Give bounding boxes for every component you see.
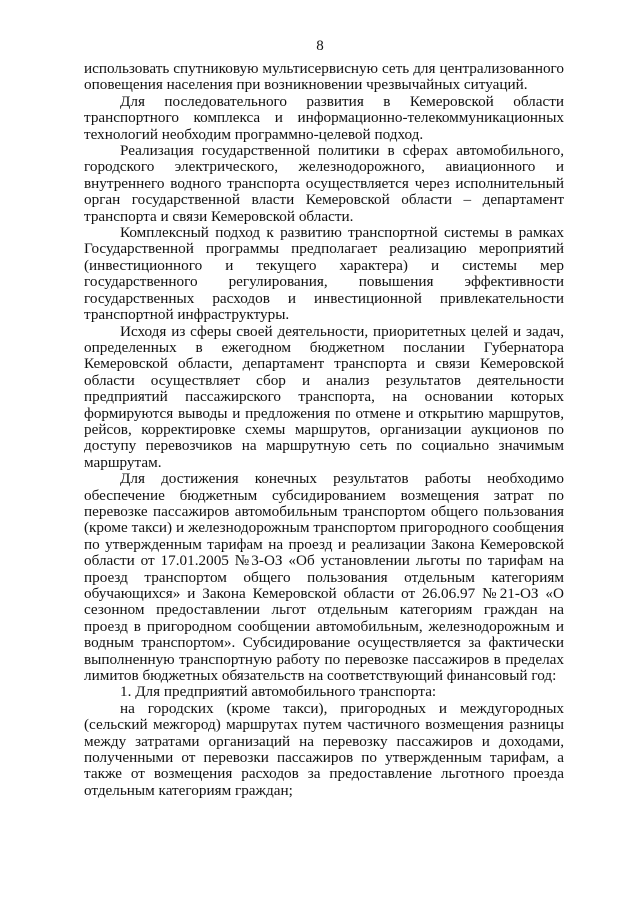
paragraph-warning-system: использовать спутниковую мультисервисную сеть для централизованного оповещения населения при возникновении чрезвычайных ситуаций. <box>84 60 564 94</box>
paragraph-list-item-1: 1. Для предприятий автомобильного транспорта: <box>120 683 437 701</box>
paragraph-urban-routes: на городских (кроме такси), пригородных и междугородных (сельский межгород) маршрутах путем частичного возмещения разницы между затратами организаций на перевозку пассажиров и доходами, полученными от перевозки пассажиров по утвержденным тарифам, а также от возмещения расходов за предоставление льготного проезда отдельным категориям граждан; <box>84 699 564 799</box>
page-number: 8 <box>316 38 324 54</box>
paragraph-department-activity: Исходя из сферы своей деятельности, приоритетных целей и задач, определенных в ежегодном бюджетном послании Губернатора Кемеровской области, департамент транспорта и связи Кемеровской области осуществляет сбор и анализ результатов деятельности предприятий пассажирского транспорта, на основании которых формируются выводы и предложения по отмене и открытию маршрутов, рейсов, корректировке схемы маршрутов, организации аукционов по доступу перевозчиков на маршрутную сеть по социально значимым маршрутам. <box>84 322 564 471</box>
paragraph-state-policy: Реализация государственной политики в сферах автомобильного, городского электрического, железнодорожного, авиационного и внутреннего водного транспорта осуществляется через исполнительный орган государственной власти Кемеровской области – департамент транспорта и связи Кемеровской области. <box>84 142 564 225</box>
paragraph-complex-approach: Комплексный подход к развитию транспортной системы в рамках Государственной программы предполагает реализацию мероприятий (инвестиционного и текущего характера) и системы мер государственного регулирования, повышения эффективности государственных расходов и инвестиционной привлекательности транспортной инфраструктуры. <box>84 224 564 324</box>
paragraph-program-approach: Для последовательного развития в Кемеровской области транспортного комплекса и информационно-телекоммуникационных технологий необходим программно-целевой подход. <box>84 92 564 143</box>
paragraph-subsidies: Для достижения конечных результатов работы необходимо обеспечение бюджетным субсидированием возмещения затрат по перевозке пассажиров автомобильным транспортом общего пользования (кроме такси) и железнодорожным транспортом пригородного сообщения по утвержденным тарифам на проезд и реализации Закона Кемеровской области от 17.01.2005 №3-ОЗ «Об установлении льготы по тарифам на проезд транспортом общего пользования отдельным категориям обучающихся» и Закона Кемеровской области от 26.06.97 №21-ОЗ «О сезонном предоставлении льгот отдельным категориям граждан на проезд в пригородном сообщении автомобильным, железнодорожным и водным транспортом». Субсидирование осуществляется за фактически выполненную транспортную работу по перевозке пассажиров в пределах лимитов бюджетных обязательств на соответствующий финансовый год: <box>84 470 564 685</box>
document-body <box>84 61 564 799</box>
